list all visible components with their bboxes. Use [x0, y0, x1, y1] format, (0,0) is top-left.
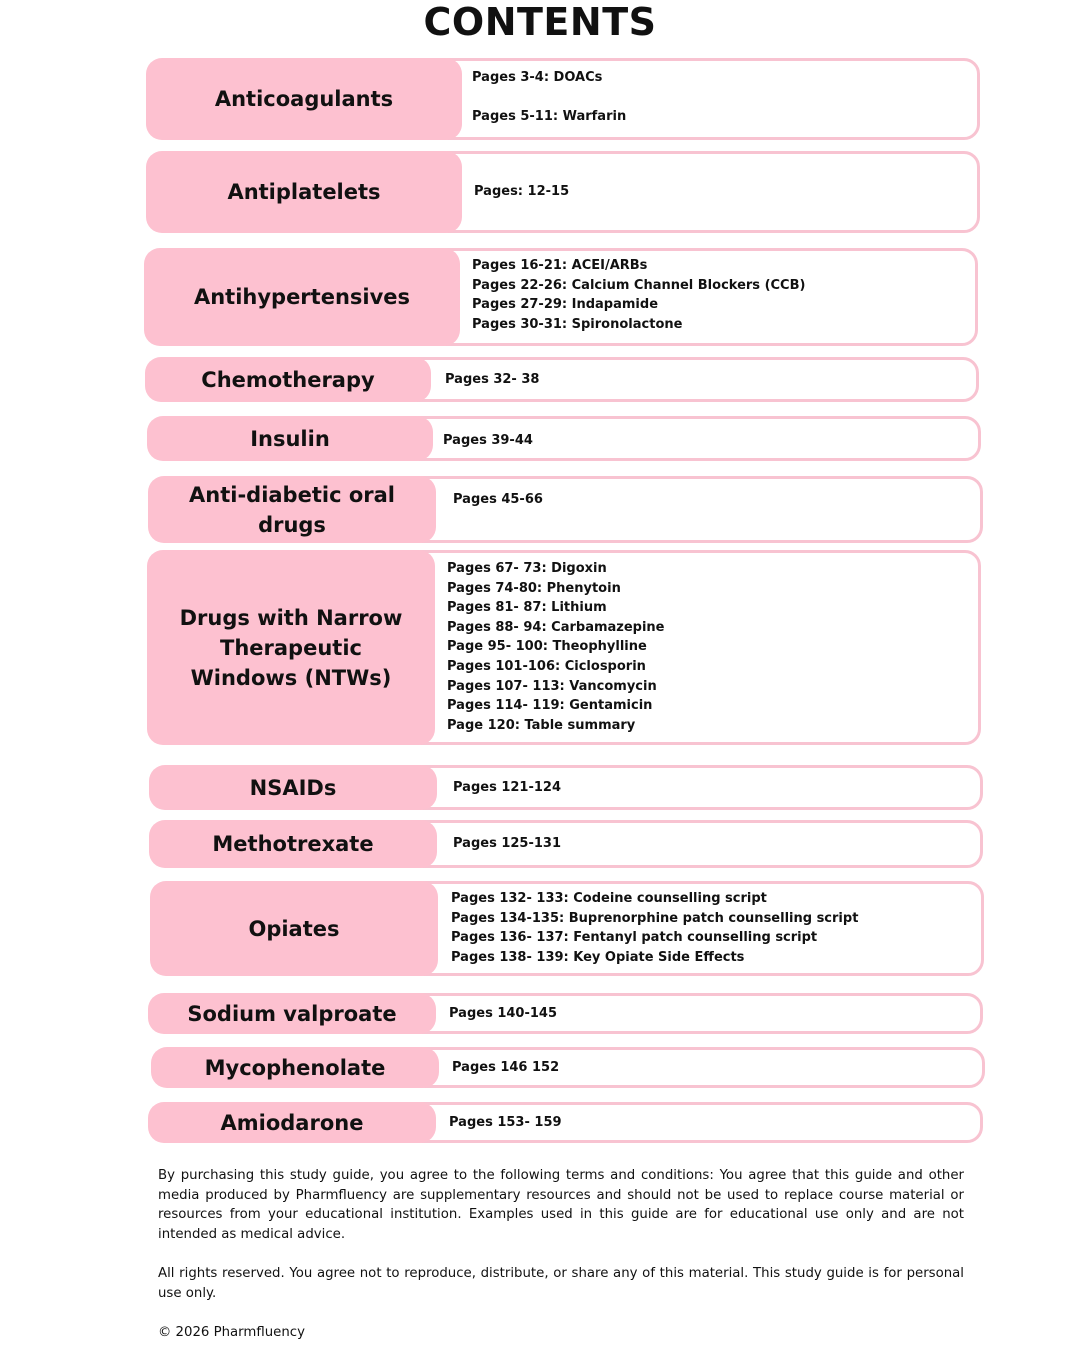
page-title: CONTENTS: [423, 0, 657, 44]
section-label: NSAIDs: [149, 765, 437, 810]
page-entry: Pages 132- 133: Codeine counselling script: [451, 891, 767, 906]
page-entries: [443, 416, 981, 461]
page-entry: Pages 39-44: [443, 432, 533, 448]
page-entry: Pages 140-145: [449, 1005, 558, 1021]
page-entry: Pages 74-80: Phenytoin: [447, 580, 621, 596]
contents-row: [147, 416, 981, 461]
contents-row: [149, 820, 983, 868]
page-entry: Pages 16-21: ACEI/ARBs: [472, 258, 648, 273]
contents-row: [144, 248, 978, 346]
page-entries: [453, 476, 983, 543]
page-entries: [453, 820, 983, 868]
page-entries: [449, 993, 983, 1034]
page-entry: Pages 101-106: Ciclosporin: [447, 658, 646, 674]
page-entry: Pages 22-26: Calcium Channel Blockers (CCB): [472, 277, 806, 293]
contents-row: [148, 993, 983, 1034]
page-entries: [474, 151, 980, 233]
contents-row: [151, 1047, 985, 1088]
page-entry: Pages 45-66: [453, 492, 543, 507]
page-entry: Pages 146 152: [452, 1059, 560, 1075]
section-label: Opiates: [150, 881, 438, 976]
page-entries: [453, 765, 983, 810]
contents-row: [145, 357, 979, 402]
page-entries: [445, 357, 979, 402]
contents-row: [148, 1102, 983, 1143]
copyright-text: © 2026 Pharmfluency: [158, 1325, 305, 1340]
contents-row: [149, 765, 983, 810]
page-entry: Pages 81- 87: Lithium: [447, 600, 607, 616]
page-entries: [451, 881, 984, 976]
page-entry: Pages 125-131: [453, 836, 562, 852]
page-entry: Pages: 12-15: [474, 184, 570, 200]
contents-row: [146, 58, 980, 140]
page-entry: Pages 153- 159: [449, 1114, 562, 1130]
contents-row: [148, 476, 983, 543]
section-label: Antihypertensives: [144, 248, 460, 346]
terms-text: By purchasing this study guide, you agree to the following terms and conditions: You agree that this guide and other media produced by Pharmfluency are supplementary resources and should not be used to replace course material or resources from your educational institution. Examples used in this guide are for educational use only and are not intended as medical advice.: [158, 1168, 964, 1242]
page-entry: Pages 107- 113: Vancomycin: [447, 678, 657, 694]
contents-row: [146, 151, 980, 233]
section-label: Anti-diabetic oral drugs: [148, 476, 436, 543]
page-entry: Pages 88- 94: Carbamazepine: [447, 619, 665, 635]
contents-row: [150, 881, 984, 976]
page-entry: Pages 5-11: Warfarin: [472, 109, 627, 125]
section-label: Amiodarone: [148, 1102, 436, 1143]
section-label: Drugs with Narrow Therapeutic Windows (NTWs): [147, 550, 435, 745]
section-label: Anticoagulants: [146, 58, 462, 140]
section-label: Sodium valproate: [148, 993, 436, 1034]
page-entry: Pages 138- 139: Key Opiate Side Effects: [451, 949, 745, 965]
rights-text: All rights reserved. You agree not to reproduce, distribute, or share any of this material. This study guide is for personal use only.: [158, 1266, 964, 1301]
page-entries: [472, 58, 980, 140]
contents-row: [147, 550, 981, 745]
page-entry: Pages 27-29: Indapamide: [472, 297, 659, 313]
page-entry: Pages 30-31: Spironolactone: [472, 316, 683, 332]
page-entries: [449, 1102, 983, 1143]
page-entries: [447, 550, 981, 745]
section-label: Chemotherapy: [145, 357, 431, 402]
page-entry: Pages 136- 137: Fentanyl patch counselling script: [451, 930, 818, 946]
section-label: Insulin: [147, 416, 433, 461]
page-entry: Pages 32- 38: [445, 371, 540, 387]
page-entry: Page 95- 100: Theophylline: [447, 639, 647, 655]
page-entry: Page 120: Table summary: [447, 717, 636, 733]
page-entry: Pages 134-135: Buprenorphine patch counselling script: [451, 910, 859, 926]
page-entry: Pages 67- 73: Digoxin: [447, 561, 607, 576]
section-label: Antiplatelets: [146, 151, 462, 233]
page-entry: Pages 121-124: [453, 779, 562, 795]
page-entry: Pages 3-4: DOACs: [472, 70, 603, 85]
page-entries: [472, 248, 978, 346]
page-entry: Pages 114- 119: Gentamicin: [447, 698, 653, 714]
page-entries: [452, 1047, 985, 1088]
section-label: Methotrexate: [149, 820, 437, 868]
section-label: Mycophenolate: [151, 1047, 439, 1088]
